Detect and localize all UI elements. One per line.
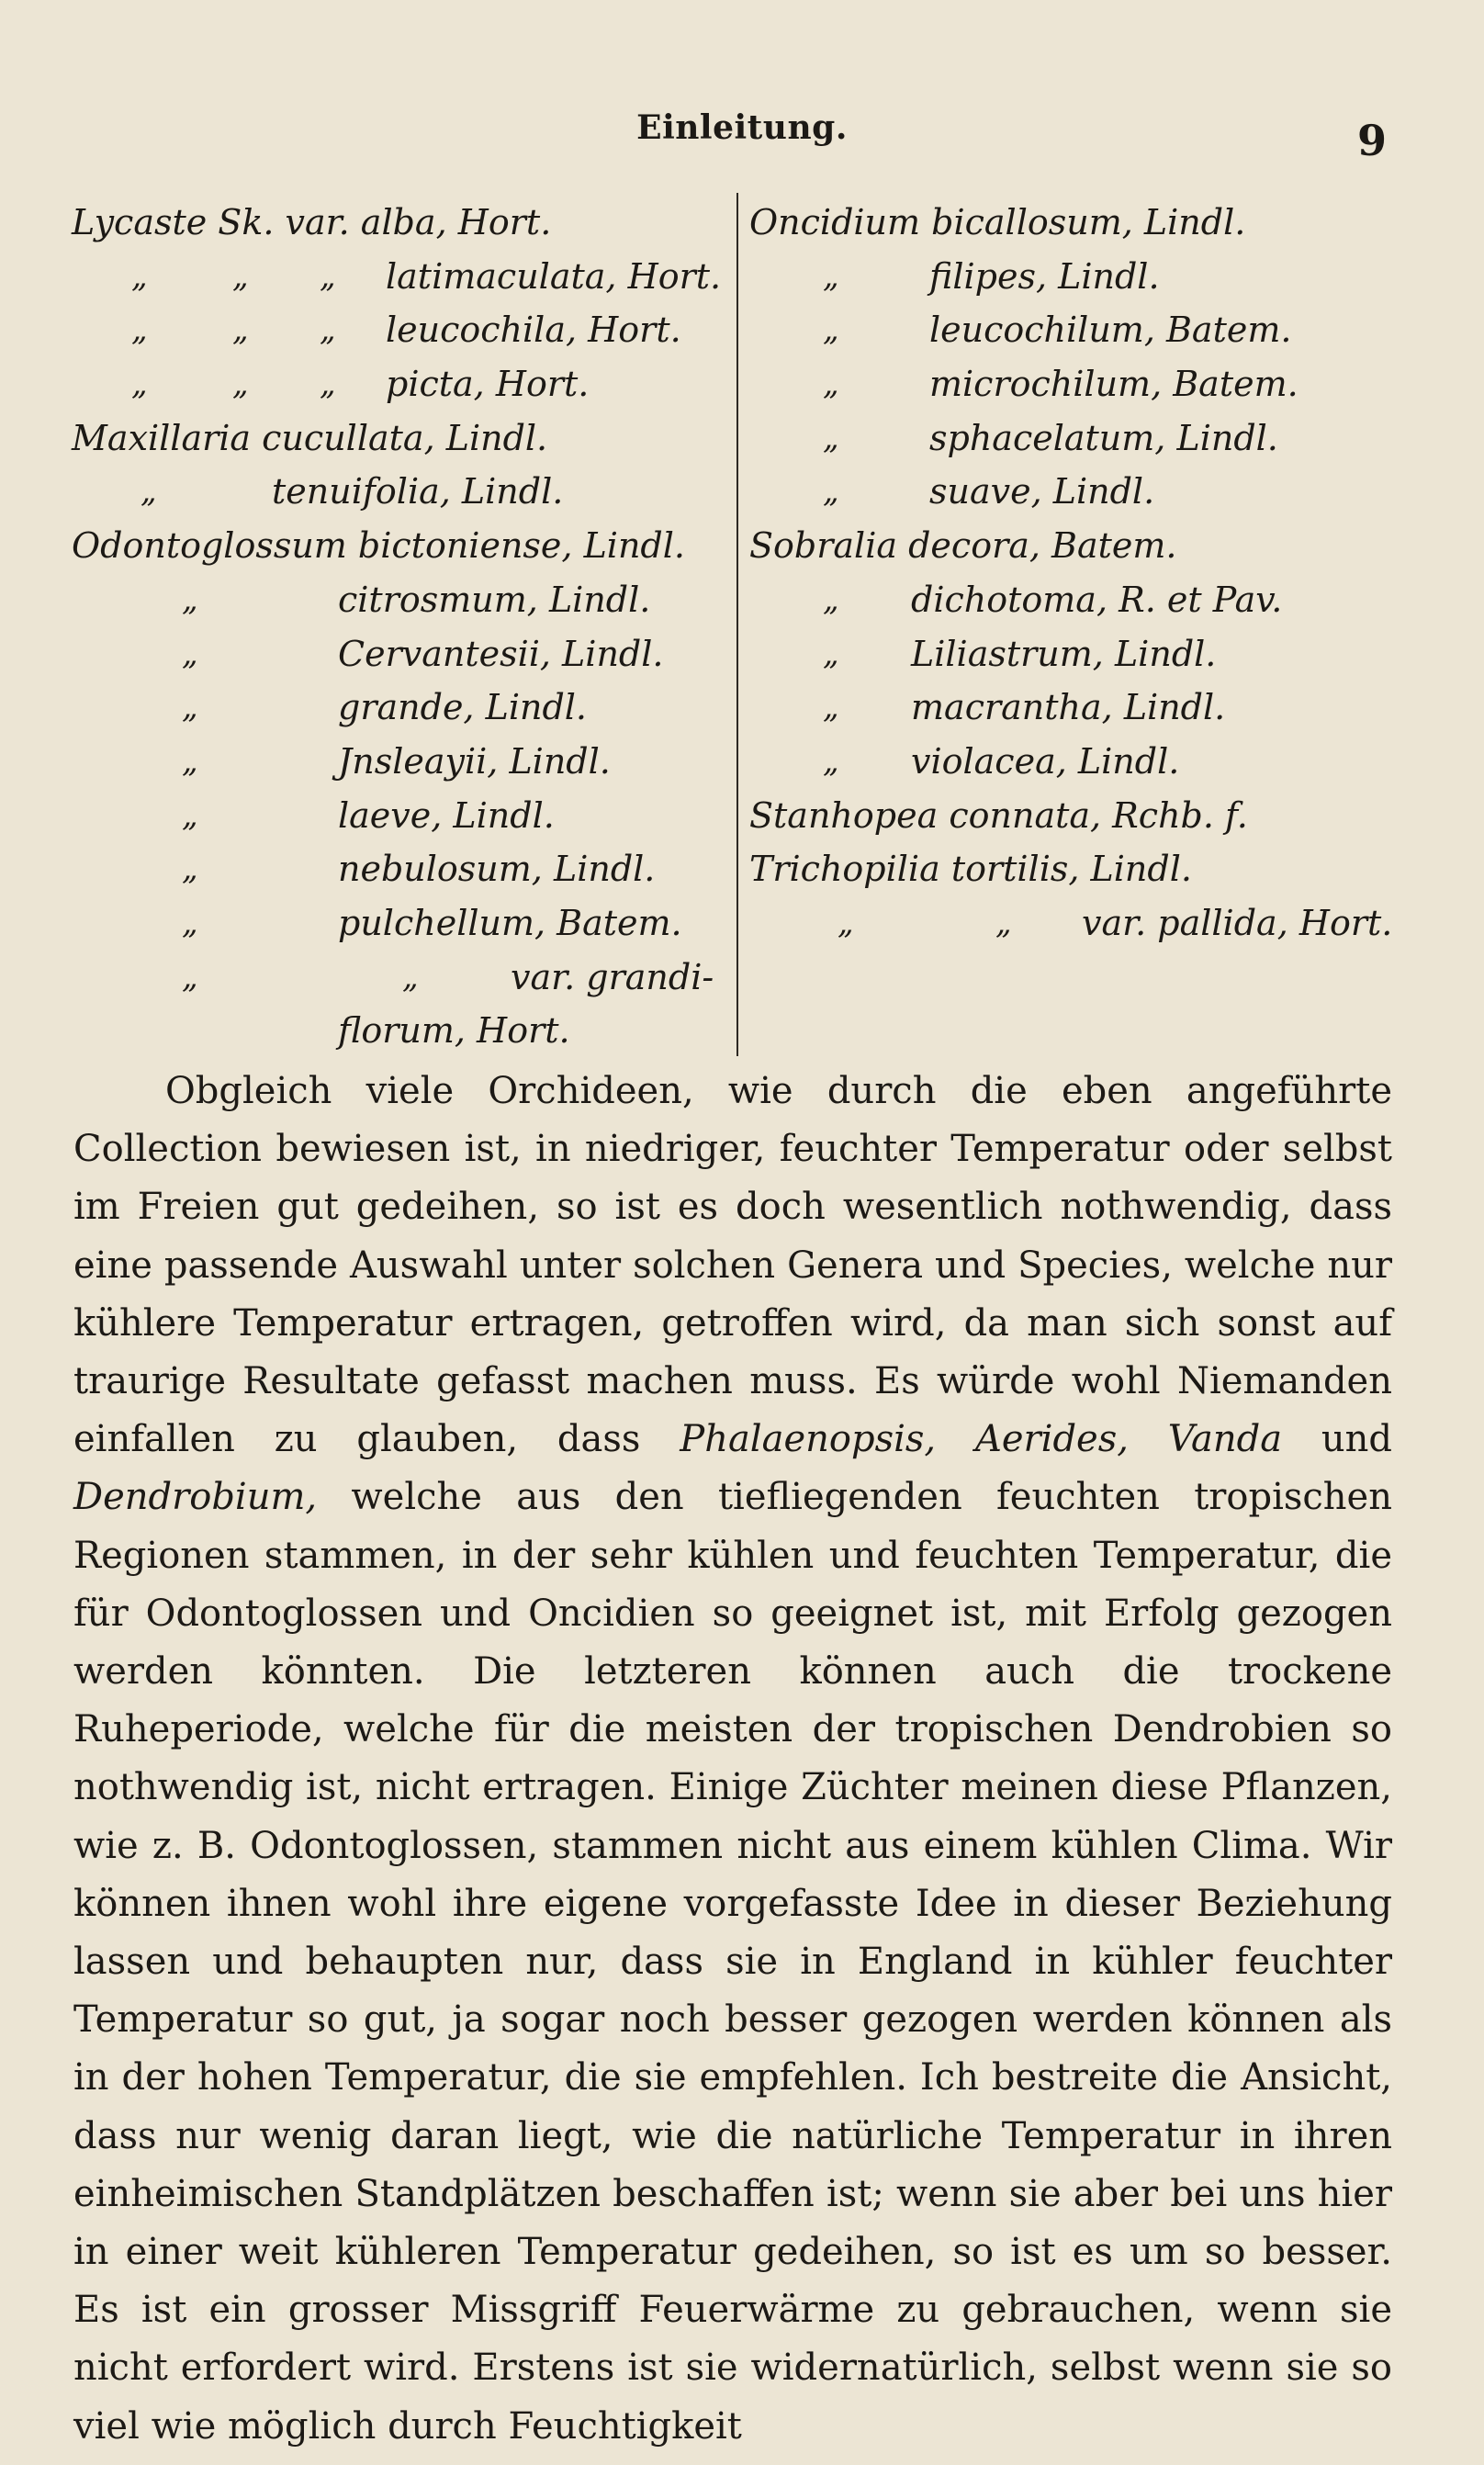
list-entry <box>749 250 1420 304</box>
ditto-mark: „ <box>823 689 839 726</box>
entry-text: Jnsleayii, Lindl. <box>338 740 611 782</box>
running-title: Einleitung. <box>636 108 848 147</box>
ditto-mark: „ <box>232 311 249 349</box>
entry-text: Stanhopea connata, Rchb. f. <box>749 794 1248 836</box>
paragraph-text: welche aus den tiefliegenden feuchten tropischen Regionen stammen, in der sehr kühlen und feuchten Temperatur, die für Odontoglossen und Oncidien so geeignet ist, mit Erfolg gezogen werden könnten. Die letzteren können auch die trockene Ruheperiode, welche für die meisten der tropischen Dendrobien so nothwendig ist, nicht ertragen. Einige Züchter meinen diese Pflanzen, wie z. B. Odontoglossen, stammen nicht aus einem kühlen Clima. Wir können ihnen wohl ihre eigene vorgefasste Idee in dieser Beziehung lassen und behaupten nur, dass sie in England in kühler feuchter Temperatur so gut, ja sogar noch besser gezogen werden können als in der hohen Temperatur, die sie empfehlen. Ich bestreite die Ansicht, dass nur wenig daran liegt, wie die natürliche Temperatur in ihren einheimischen Standplätzen beschaffen ist; wenn sie aber bei uns hier in einer weit kühleren Temperatur gedeihen, so ist es um so besser. Es ist ein grosser Missgriff Feuerwärme zu gebrauchen, wenn sie nicht erfordert wird. Erstens ist sie widernatürlich, selbst wenn sie so viel wie möglich durch Feuchtigkeit <box>73 1476 1392 2448</box>
ditto-mark: „ <box>823 419 839 456</box>
entry-text: picta, Hort. <box>386 364 590 405</box>
list-entry <box>72 951 733 1005</box>
ditto-mark: „ <box>131 311 148 349</box>
ditto-mark: „ <box>823 366 839 403</box>
entry-text: leucochilum, Batem. <box>929 310 1292 351</box>
ditto-mark: „ <box>131 257 148 295</box>
list-entry <box>72 789 733 843</box>
ditto-mark: „ <box>182 689 198 726</box>
column-divider <box>736 193 738 1056</box>
list-entry <box>749 519 1420 573</box>
ditto-mark: „ <box>182 635 198 672</box>
list-entry <box>749 735 1420 789</box>
list-entry <box>749 411 1420 466</box>
ditto-mark: „ <box>131 366 148 403</box>
list-entry <box>749 681 1420 735</box>
ditto-mark: „ <box>182 742 198 780</box>
list-entry <box>72 519 733 573</box>
list-entry <box>749 896 1420 951</box>
list-entry <box>749 789 1420 843</box>
entry-text: leucochila, Hort. <box>386 310 681 351</box>
entry-text: grande, Lindl. <box>338 687 588 728</box>
genus-name: Vanda <box>1167 1418 1283 1461</box>
list-entry <box>749 573 1420 627</box>
ditto-mark: „ <box>182 796 198 834</box>
entry-text: Sobralia decora, Batem. <box>749 525 1177 567</box>
list-entry <box>72 357 733 411</box>
entry-text: tenuifolia, Lindl. <box>272 471 564 512</box>
orchid-list-right <box>749 196 1420 951</box>
ditto-mark: „ <box>823 311 839 349</box>
ditto-mark: „ <box>182 904 198 941</box>
entry-text: laeve, Lindl. <box>338 794 555 836</box>
ditto-mark: „ <box>320 311 336 349</box>
list-entry <box>72 681 733 735</box>
entry-text: Trichopilia tortilis, Lindl. <box>749 849 1192 890</box>
entry-text: latimaculata, Hort. <box>386 255 722 297</box>
list-entry <box>749 465 1420 519</box>
ditto-mark: „ <box>232 366 249 403</box>
list-entry <box>72 411 733 466</box>
entry-text: filipes, Lindl. <box>929 255 1160 297</box>
ditto-mark: „ <box>823 742 839 780</box>
ditto-mark: „ <box>182 850 198 888</box>
entry-text: microchilum, Batem. <box>929 364 1298 405</box>
entry-text: Cervantesii, Lindl. <box>338 633 664 674</box>
paragraph <box>73 1063 1392 2456</box>
paragraph-text: Obgleich viele Orchideen, wie durch die eben angeführte Collection bewiesen ist, in niedriger, feuchter Temperatur oder selbst im Freien gut gedeihen, so ist es doch wesentlich nothwendig, dass eine passende Auswahl unter solchen Genera und Species, welche nur kühlere Temperatur ertragen, getroffen wird, da man sich sonst auf traurige Resultate gefasst machen muss. Es würde wohl Niemanden einfallen zu glauben, dass <box>73 1070 1392 1461</box>
genus-name: Dendrobium, <box>73 1476 318 1519</box>
genus-name: Phalaenopsis, <box>680 1418 937 1461</box>
conjunction: und <box>1321 1418 1393 1461</box>
entry-text: var. pallida, Hort. <box>1082 902 1393 943</box>
list-entry <box>72 842 733 896</box>
entry-text: Maxillaria cucullata, Lindl. <box>72 417 548 458</box>
ditto-mark: „ <box>995 904 1012 941</box>
list-entry <box>72 250 733 304</box>
entry-text: Lycaste Sk. var. alba, Hort. <box>72 202 552 242</box>
ditto-mark: „ <box>141 473 157 511</box>
ditto-mark: „ <box>823 580 839 618</box>
entry-text: pulchellum, Batem. <box>338 902 682 943</box>
ditto-mark: „ <box>823 635 839 672</box>
list-entry <box>72 735 733 789</box>
page-number: 9 <box>1357 116 1388 165</box>
ditto-mark: „ <box>232 257 249 295</box>
list-entry <box>749 303 1420 357</box>
entry-text: Liliastrum, Lindl. <box>911 633 1217 674</box>
entry-text: Oncidium bicallosum, Lindl. <box>749 202 1246 242</box>
entry-text: macrantha, Lindl. <box>911 687 1226 728</box>
list-entry <box>72 896 733 951</box>
body-text <box>73 1063 1392 2456</box>
list-entry <box>749 627 1420 681</box>
entry-text: dichotoma, R. et Pav. <box>911 579 1283 620</box>
list-entry <box>72 1004 733 1058</box>
list-entry <box>72 196 733 250</box>
entry-text: nebulosum, Lindl. <box>338 849 656 890</box>
list-entry <box>72 627 733 681</box>
ditto-mark: „ <box>838 904 854 941</box>
genus-name: Aerides, <box>974 1418 1129 1461</box>
list-entry <box>749 357 1420 411</box>
entry-text: florum, Hort. <box>338 1010 570 1052</box>
ditto-mark: „ <box>823 473 839 511</box>
list-entry <box>72 573 733 627</box>
entry-text: Odontoglossum bictoniense, Lindl. <box>72 525 685 567</box>
ditto-mark: „ <box>320 366 336 403</box>
orchid-list-left <box>72 196 733 1058</box>
entry-text: suave, Lindl. <box>929 471 1155 512</box>
entry-text: sphacelatum, Lindl. <box>929 417 1278 458</box>
ditto-mark: „ <box>402 958 419 996</box>
list-entry <box>749 196 1420 250</box>
entry-text: var. grandi- <box>511 956 714 997</box>
ditto-mark: „ <box>182 580 198 618</box>
list-entry <box>72 465 733 519</box>
list-entry <box>749 842 1420 896</box>
ditto-mark: „ <box>823 257 839 295</box>
entry-text: citrosmum, Lindl. <box>338 579 651 620</box>
ditto-mark: „ <box>182 958 198 996</box>
ditto-mark: „ <box>320 257 336 295</box>
entry-text: violacea, Lindl. <box>911 740 1180 782</box>
list-entry <box>72 303 733 357</box>
